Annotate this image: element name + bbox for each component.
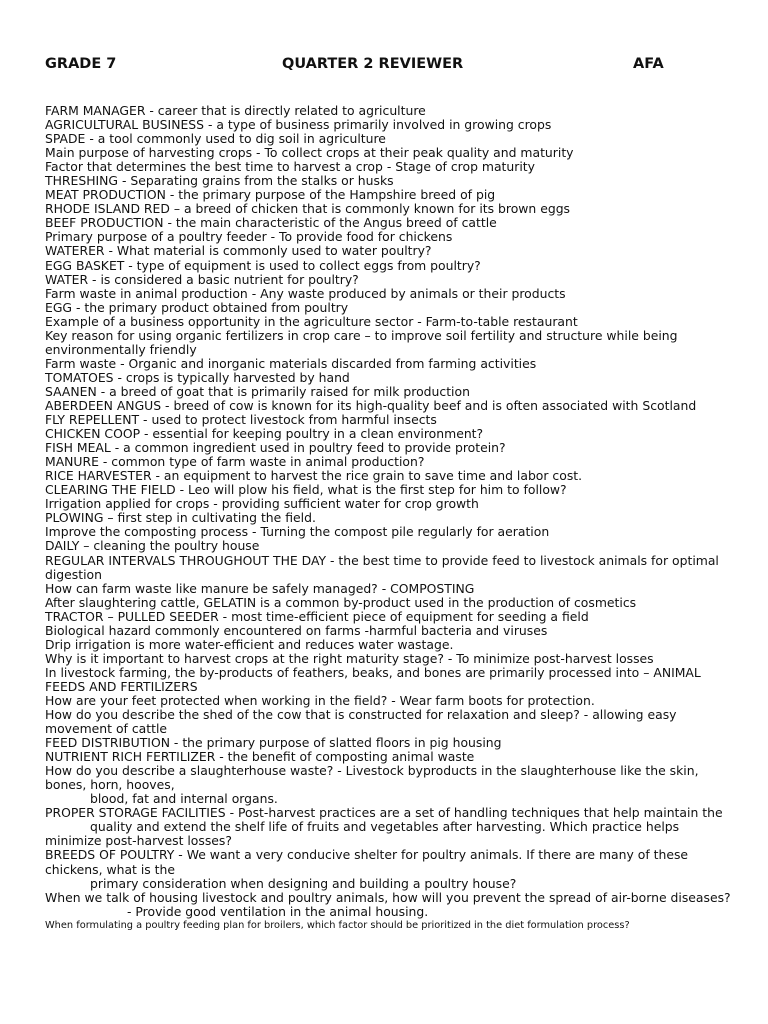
- reviewer-item: How can farm waste like manure be safely managed? - COMPOSTING: [45, 580, 475, 596]
- reviewer-item: TRACTOR – PULLED SEEDER - most time-efficient piece of equipment for seeding a field: [45, 608, 589, 624]
- reviewer-item: Primary purpose of a poultry feeder - To provide food for chickens: [45, 229, 453, 245]
- reviewer-item-continued-text: quality and extend the shelf life of fruits and vegetables after harvesting. Which practice helps minimize post-harvest losses?: [45, 819, 680, 849]
- reviewer-item: DAILY – cleaning the poultry house: [45, 538, 260, 554]
- reviewer-item: Biological hazard commonly encountered on farms -harmful bacteria and viruses: [45, 622, 548, 638]
- reviewer-item: When formulating a poultry feeding plan for broilers, which factor should be prioritized in the diet formulation process?: [45, 919, 630, 931]
- reviewer-item: PLOWING – first step in cultivating the field.: [45, 510, 316, 526]
- reviewer-item: WATER - is considered a basic nutrient for poultry?: [45, 271, 359, 287]
- reviewer-item: SAANEN - a breed of goat that is primarily raised for milk production: [45, 383, 470, 399]
- reviewer-item: Example of a business opportunity in the agriculture sector - Farm-to-table restaurant: [45, 313, 578, 329]
- document-title: QUARTER 2 REVIEWER: [282, 56, 464, 72]
- reviewer-item: EGG BASKET - type of equipment is used to collect eggs from poultry?: [45, 257, 481, 273]
- reviewer-item: BEEF PRODUCTION - the main characteristic of the Angus breed of cattle: [45, 215, 497, 231]
- reviewer-item: RHODE ISLAND RED – a breed of chicken that is commonly known for its brown eggs: [45, 201, 571, 217]
- reviewer-item: NUTRIENT RICH FERTILIZER - the benefit of composting animal waste: [45, 749, 475, 765]
- reviewer-item: Why is it important to harvest crops at the right maturity stage? - To minimize post-harvest losses: [45, 650, 654, 666]
- reviewer-item: Improve the composting process - Turning the compost pile regularly for aeration: [45, 524, 550, 540]
- reviewer-item: Key reason for using organic fertilizers in crop care – to improve soil fertility and structure while being environmentally friendly: [45, 327, 678, 357]
- reviewer-item: FLY REPELLENT - used to protect livestock from harmful insects: [45, 412, 437, 428]
- reviewer-item: How do you describe a slaughterhouse waste? - Livestock byproducts in the slaughterhouse like the skin, bones, horn, hooves,: [45, 763, 699, 793]
- reviewer-item: MANURE - common type of farm waste in animal production?: [45, 454, 425, 470]
- reviewer-item: FISH MEAL - a common ingredient used in poultry feed to provide protein?: [45, 440, 506, 456]
- reviewer-item: How do you describe the shed of the cow that is constructed for relaxation and sleep? - allowing easy movement of cattle: [45, 707, 677, 737]
- reviewer-item: How are your feet protected when working in the field? - Wear farm boots for protection.: [45, 692, 595, 708]
- reviewer-item: After slaughtering cattle, GELATIN is a common by-product used in the production of cosmetics: [45, 594, 637, 610]
- reviewer-item: SPADE - a tool commonly used to dig soil in agriculture: [45, 131, 386, 147]
- reviewer-item: Irrigation applied for crops - providing sufficient water for crop growth: [45, 496, 479, 512]
- reviewer-item: FEED DISTRIBUTION - the primary purpose of slatted floors in pig housing: [45, 735, 502, 751]
- reviewer-item: CLEARING THE FIELD - Leo will plow his field, what is the first step for him to follow?: [45, 482, 567, 498]
- reviewer-item: MEAT PRODUCTION - the primary purpose of the Hampshire breed of pig: [45, 187, 496, 203]
- subject-label: AFA: [633, 56, 664, 72]
- reviewer-item: AGRICULTURAL BUSINESS - a type of business primarily involved in growing crops: [45, 117, 552, 133]
- reviewer-item-continued: primary consideration when designing and building a poultry house?: [90, 875, 517, 891]
- reviewer-item: THRESHING - Separating grains from the stalks or husks: [45, 173, 394, 189]
- reviewer-item: FARM MANAGER - career that is directly related to agriculture: [45, 103, 426, 118]
- reviewer-item: WATERER - What material is commonly used to water poultry?: [45, 243, 432, 259]
- reviewer-item: BREEDS OF POULTRY - We want a very conducive shelter for poultry animals. If there are many of these chickens, what is the: [45, 847, 689, 877]
- reviewer-item-answer: - Provide good ventilation in the animal housing.: [127, 903, 429, 919]
- reviewer-item: REGULAR INTERVALS THROUGHOUT THE DAY - the best time to provide feed to livestock animals for optimal digestion: [45, 552, 719, 582]
- reviewer-item: Farm waste - Organic and inorganic materials discarded from farming activities: [45, 355, 537, 371]
- reviewer-item: In livestock farming, the by-products of feathers, beaks, and bones are primarily processed into – ANIMAL FEEDS AND FERTILIZERS: [45, 664, 701, 694]
- reviewer-item: Drip irrigation is more water-efficient and reduces water wastage.: [45, 636, 454, 652]
- reviewer-item: Main purpose of harvesting crops - To collect crops at their peak quality and maturity: [45, 145, 574, 161]
- reviewer-item: ABERDEEN ANGUS - breed of cow is known for its high-quality beef and is often associated with Scotland: [45, 397, 697, 413]
- reviewer-item-continued: blood, fat and internal organs.: [90, 791, 278, 807]
- reviewer-item: TOMATOES - crops is typically harvested by hand: [45, 369, 350, 385]
- reviewer-item: Factor that determines the best time to harvest a crop - Stage of crop maturity: [45, 159, 535, 175]
- reviewer-body: [45, 104, 735, 932]
- reviewer-item: RICE HARVESTER - an equipment to harvest the rice grain to save time and labor cost.: [45, 468, 583, 484]
- reviewer-item: CHICKEN COOP - essential for keeping poultry in a clean environment?: [45, 426, 484, 442]
- reviewer-item: When we talk of housing livestock and poultry animals, how will you prevent the spread of air-borne diseases?: [45, 889, 731, 905]
- reviewer-item-continued: [45, 820, 735, 848]
- reviewer-item: Farm waste in animal production - Any waste produced by animals or their products: [45, 285, 566, 301]
- document-header: [45, 56, 685, 76]
- grade-label: GRADE 7: [45, 56, 117, 72]
- reviewer-item: EGG - the primary product obtained from poultry: [45, 299, 349, 315]
- reviewer-item: PROPER STORAGE FACILITIES - Post-harvest practices are a set of handling techniques that help maintain the: [45, 805, 723, 821]
